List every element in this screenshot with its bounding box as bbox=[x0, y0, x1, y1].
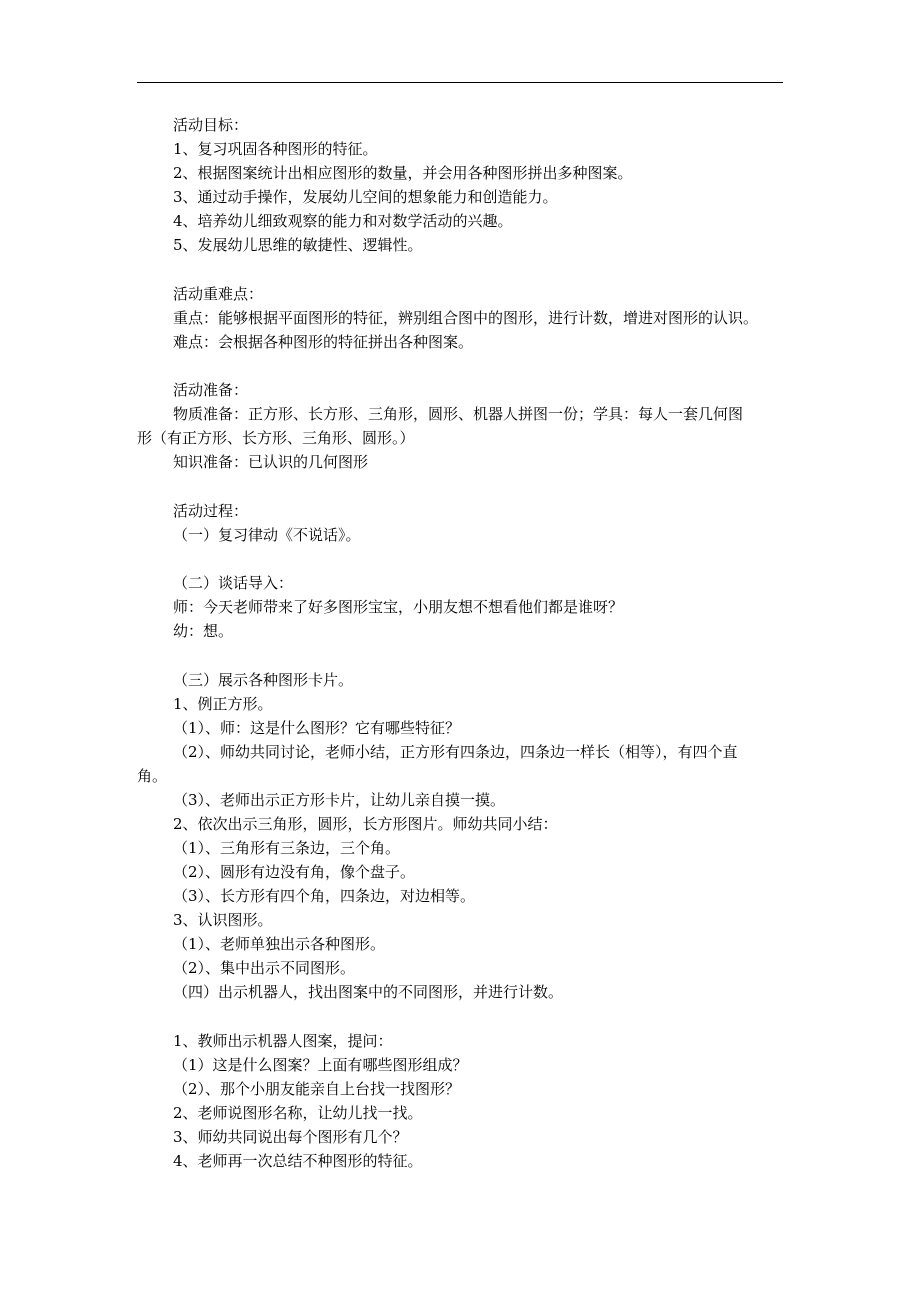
process-step: （四）出示机器人，找出图案中的不同图形，并进行计数。 bbox=[173, 983, 564, 1001]
list-item: （1）这是什么图案？上面有哪些图形组成？ bbox=[173, 1056, 468, 1074]
list-item: 2、依次出示三角形，圆形，长方形图片。师幼共同小结： bbox=[173, 815, 558, 833]
list-item: （3）、长方形有四个角，四条边，对边相等。 bbox=[173, 887, 476, 905]
goal-item: 1、复习巩固各种图形的特征。 bbox=[173, 140, 378, 158]
dialogue-line: 师：今天老师带来了好多图形宝宝，小朋友想不想看他们都是谁呀？ bbox=[173, 598, 624, 616]
header-rule bbox=[137, 82, 783, 83]
goal-item: 2、根据图案统计出相应图形的数量，并会用各种图形拼出多种图案。 bbox=[173, 164, 633, 182]
list-item: 4、老师再一次总结不种图形的特征。 bbox=[173, 1152, 423, 1170]
process-step: （一）复习律动《不说话》。 bbox=[173, 526, 361, 544]
key-point: 重点：能够根据平面图形的特征，辨别组合图中的图形，进行计数，增进对图形的认识。 bbox=[173, 309, 759, 327]
goal-item: 4、培养幼儿细致观察的能力和对数学活动的兴趣。 bbox=[173, 212, 513, 230]
list-item: 2、老师说图形名称，让幼儿找一找。 bbox=[173, 1104, 423, 1122]
knowledge-preparation: 知识准备：已认识的几何图形 bbox=[173, 453, 369, 471]
list-item: （2）、师幼共同讨论，老师小结，正方形有四条边，四条边一样长（相等），有四个直 bbox=[173, 743, 738, 761]
process-step: （二）谈话导入： bbox=[173, 574, 294, 592]
list-item: 3、师幼共同说出每个图形有几个？ bbox=[173, 1128, 408, 1146]
process-step: （三）展示各种图形卡片。 bbox=[173, 671, 354, 689]
dialogue-line: 幼：想。 bbox=[173, 622, 234, 640]
list-item: 1、例正方形。 bbox=[173, 695, 273, 713]
goal-item: 3、通过动手操作，发展幼儿空间的想象能力和创造能力。 bbox=[173, 188, 558, 206]
list-item: （1）、师：这是什么图形？它有哪些特征？ bbox=[173, 719, 461, 737]
list-item: （1）、三角形有三条边，三个角。 bbox=[173, 839, 401, 857]
section-heading-key-points: 活动重难点： bbox=[173, 285, 264, 303]
list-item: （3）、老师出示正方形卡片，让幼儿亲自摸一摸。 bbox=[173, 791, 506, 809]
list-item: （1）、老师单独出示各种图形。 bbox=[173, 935, 386, 953]
list-item: （2）、圆形有边没有角，像个盘子。 bbox=[173, 863, 416, 881]
material-preparation: 物质准备：正方形、长方形、三角形，圆形、机器人拼图一份；学具：每人一套几何图 bbox=[173, 405, 744, 423]
section-heading-preparation: 活动准备： bbox=[173, 381, 249, 399]
difficult-point: 难点：会根据各种图形的特征拼出各种图案。 bbox=[173, 333, 474, 351]
list-item: （2）、那个小朋友能亲自上台找一找图形？ bbox=[173, 1080, 461, 1098]
list-item: 3、认识图形。 bbox=[173, 911, 273, 929]
list-item: 1、教师出示机器人图案，提问： bbox=[173, 1032, 393, 1050]
material-preparation-continued: 形（有正方形、长方形、三角形、圆形。） bbox=[137, 429, 415, 447]
section-heading-process: 活动过程： bbox=[173, 502, 249, 520]
section-heading-goals: 活动目标： bbox=[173, 116, 249, 134]
goal-item: 5、发展幼儿思维的敏捷性、逻辑性。 bbox=[173, 236, 423, 254]
list-item-continued: 角。 bbox=[137, 767, 168, 785]
list-item: （2）、集中出示不同图形。 bbox=[173, 959, 356, 977]
